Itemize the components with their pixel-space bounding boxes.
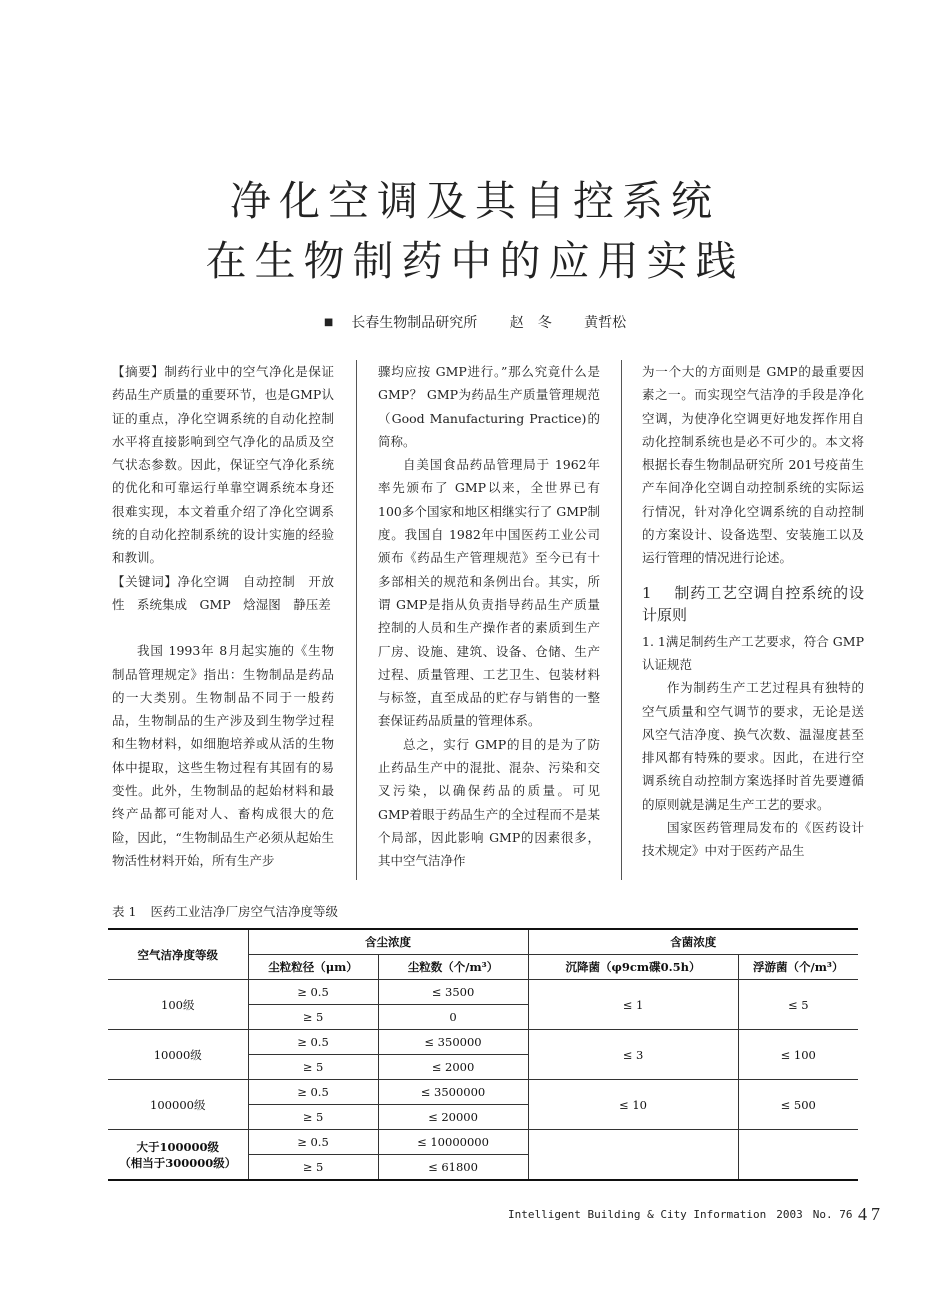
journal-name: Intelligent Building & City Information [508,1208,767,1221]
float-cell-empty [738,1130,858,1181]
paragraph: 作为制药生产工艺过程具有独特的空气质量和空气调节的要求，无论是送风空气洁净度、换气次数、温湿度甚至排风都有特殊的要求。因此，在进行空调系统自动控制方案选择时首先要遵循的原则就是满足生产工艺的要求。 [642,680,864,812]
column-2 [378,360,600,873]
settle-cell: ≤ 1 [528,980,738,1030]
count-cell: ≤ 350000 [378,1030,528,1055]
paragraph: 为一个大的方面则是 GMP的最重要因素之一。而实现空气洁净的手段是净化空调，为使净化空调更好地发挥作用自动化控制系统也是必不可少的。本文将根据长春生物制品研究所 201号疫苗生产车间净化空调自动控制系统的实际运行情况，针对净化空调系统的自动控制的方案设计、设备选型、安装施工以及运行管理的情况进行论述。 [642,364,864,566]
header-bacteria: 含菌浓度 [528,929,858,955]
size-cell: ≥ 5 [248,1005,378,1030]
subsection-heading: 1. 1满足制药生产工艺要求，符合 GMP认证规范 [642,633,864,672]
column-divider [356,360,357,880]
header-particle-count: 尘粒数（个/m³） [378,955,528,980]
footer [508,1208,863,1221]
count-cell: ≤ 3500 [378,980,528,1005]
count-cell: ≤ 2000 [378,1055,528,1080]
float-cell: ≤ 500 [738,1080,858,1130]
column-1 [112,360,334,872]
journal-issue: No. 76 [812,1208,853,1221]
header-dust: 含尘浓度 [248,929,528,955]
column-3 [642,360,864,863]
size-cell: ≥ 5 [248,1155,378,1181]
size-cell: ≥ 0.5 [248,980,378,1005]
keywords-label: 【关键词】 [112,573,178,589]
section-heading [642,582,864,626]
cleanliness-table [108,928,858,1181]
size-cell: ≥ 0.5 [248,1030,378,1055]
byline [0,312,950,332]
grade-last-line-1: 大于100000级 [136,1139,219,1154]
section-number: 1 [642,583,652,602]
table-caption [112,902,338,920]
size-cell: ≥ 0.5 [248,1130,378,1155]
count-cell: ≤ 61800 [378,1155,528,1181]
size-cell: ≥ 0.5 [248,1080,378,1105]
header-settling-bacteria: 沉降菌（φ9cm碟0.5h） [528,955,738,980]
count-cell: ≤ 20000 [378,1105,528,1130]
journal-year: 2003 [776,1208,803,1221]
grade-cell: 100000级 [108,1080,248,1130]
section-title: 制药工艺空调自控系统的设计原则 [642,583,864,624]
author-1: 赵 冬 [509,315,552,331]
title-line-1: 净化空调及其自控系统 [230,177,720,225]
float-cell: ≤ 5 [738,980,858,1030]
count-cell: ≤ 3500000 [378,1080,528,1105]
header-floating-bacteria: 浮游菌（个/m³） [738,955,858,980]
settle-cell: ≤ 10 [528,1080,738,1130]
grade-cell: 10000级 [108,1030,248,1080]
paragraph: 骤均应按 GMP进行。”那么究竟什么是 GMP？ GMP为药品生产质量管理规范（Good Manufacturing Practice)的简称。 [378,364,600,449]
byline-marker: ■ [323,317,334,328]
abstract [112,360,334,570]
paragraph: 自美国食品药品管理局于 1962年率先颁布了 GMP以来，全世界已有 100多个国家和地区相继实行了 GMP制度。我国自 1982年中国医药工业公司颁布《药品生产管理规范》至今已有十多部相关的规范和条例出台。其实，所谓 GMP是指从负责指导药品生产质量控制的人员和生产操作者的素质到生产厂房、设施、建筑、设备、仓储、生产过程、质量管理、工艺卫生、包装材料与标签，直至成品的贮存与销售的一整套保证药品质量的管理体系。 [378,457,600,729]
paragraph: 总之，实行 GMP的目的是为了防止药品生产中的混批、混杂、污染和交叉污染，以确保药品的质量。可见 GMP着眼于药品生产的全过程而不是某个局部，因此影响 GMP的因素很多，其中空气洁净作 [378,736,600,869]
abstract-text: 制药行业中的空气净化是保证药品生产质量的重要环节，也是GMP认证的重点，净化空调系统的自动化控制水平将直接影响到空气净化的品质及空气状态参数。因此，保证空气净化系统的优化和可靠运行单靠空调系统本身还很难实现，本文着重介绍了净化空调系统的自动化控制系统的设计实施的经验和教训。 [112,364,334,566]
settle-cell: ≤ 3 [528,1030,738,1080]
size-cell: ≥ 5 [248,1105,378,1130]
author-2: 黄哲松 [584,315,627,331]
count-cell: ≤ 10000000 [378,1130,528,1155]
column-divider [621,360,622,880]
header-grade: 空气洁净度等级 [108,929,248,980]
abstract-label: 【摘要】 [112,364,165,379]
page-number: 47 [858,1204,884,1224]
grade-cell-last [108,1130,248,1181]
float-cell: ≤ 100 [738,1030,858,1080]
table-title: 医药工业洁净厂房空气洁净度等级 [150,904,338,919]
title-line-2: 在生物制药中的应用实践 [205,237,745,285]
keywords-text: 净化空调 自动控制 开放性 系统集成 GMP 焓湿图 静压差 [112,573,334,612]
header-particle-size: 尘粒粒径（μm） [248,955,378,980]
keywords [112,570,334,617]
table-label: 表 1 [112,904,137,919]
paragraph: 我国 1993年 8月起实施的《生物制品管理规定》指出：生物制品是药品的一大类别。生物制品不同于一般药品，生物制品的生产涉及到生物学过程和生物材料，如细胞培养或从活的生物体中提取，这些生物过程有其固有的易变性。此外，生物制品的起始材料和最终产品都可能对人、畜构成很大的危险，因此，“生物制品生产必须从起始生物活性材料开始，所有生产步 [112,643,334,868]
paragraph: 国家医药管理局发布的《医药设计技术规定》中对于医药产品生 [642,820,864,859]
grade-cell: 100级 [108,980,248,1030]
settle-cell-empty [528,1130,738,1181]
institute: 长春生物制品研究所 [351,315,478,331]
count-cell: 0 [378,1005,528,1030]
size-cell: ≥ 5 [248,1055,378,1080]
grade-last-line-2: （相当于300000级） [119,1155,237,1170]
